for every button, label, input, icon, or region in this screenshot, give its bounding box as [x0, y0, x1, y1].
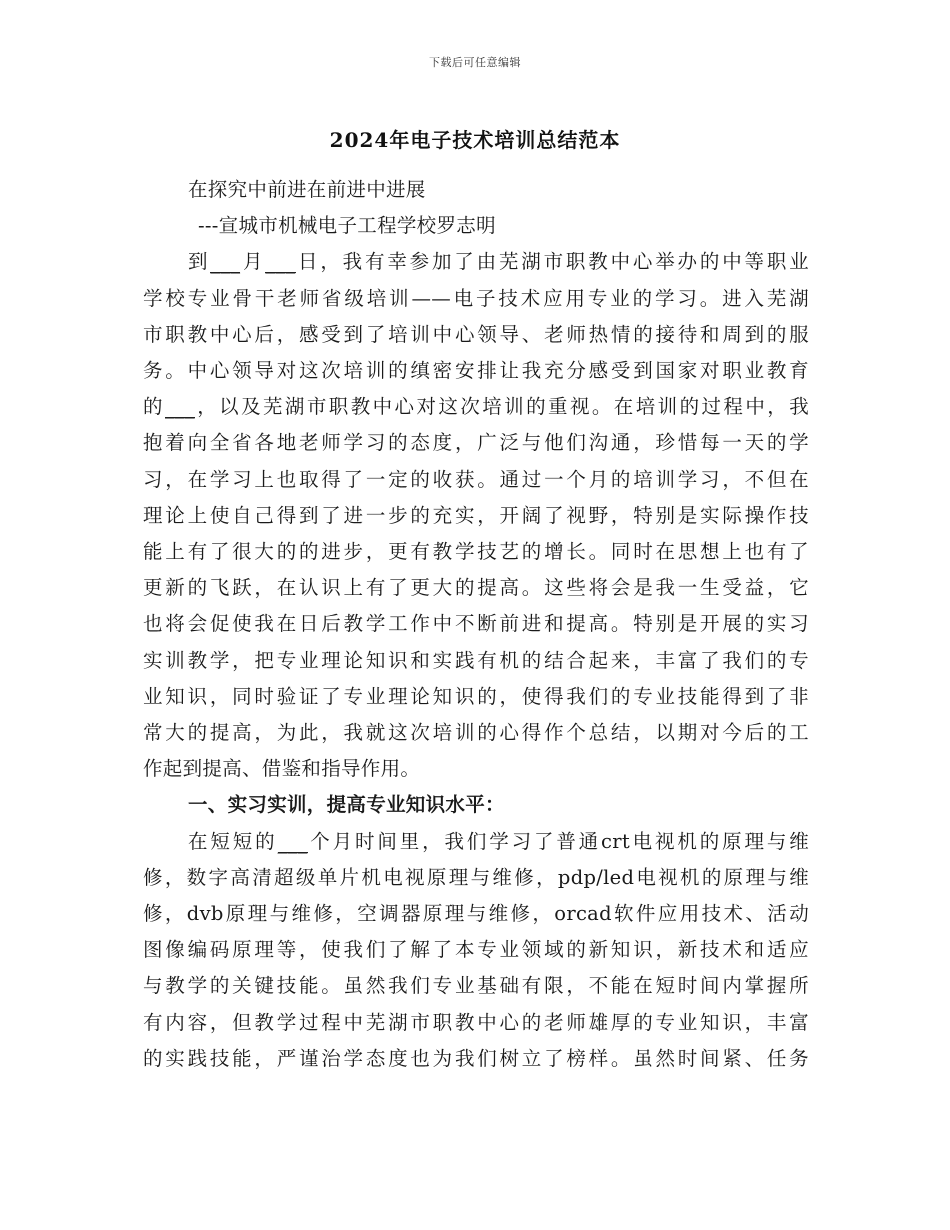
paragraph-line: 修，数字高清超级单片机电视原理与维修，pdp/led电视机的原理与维: [143, 865, 809, 889]
paragraph-line: 务。中心领导对这次培训的缜密安排让我充分感受到国家对职业教育: [143, 359, 809, 383]
section-heading: 一、实习实训，提高专业知识水平：: [188, 793, 505, 817]
paragraph-line: 常大的提高，为此，我就这次培训的心得作个总结，以期对今后的工: [143, 721, 809, 745]
paragraph-line: 抱着向全省各地老师学习的态度，广泛与他们沟通，珍惜每一天的学: [143, 431, 809, 455]
paragraph-line: 实训教学，把专业理论知识和实践有机的结合起来，丰富了我们的专: [143, 648, 809, 672]
paragraph-line: 习，在学习上也取得了一定的收获。通过一个月的培训学习，不但在: [143, 467, 809, 491]
page-header-note: 下载后可任意编辑: [429, 56, 521, 69]
paragraph-line: 学校专业骨干老师省级培训——电子技术应用专业的学习。进入芜湖: [143, 286, 809, 310]
paragraph-line: 图像编码原理等，使我们了解了本专业领域的新知识，新技术和适应: [143, 938, 809, 962]
paragraph-line: 到___月___日，我有幸参加了由芜湖市职教中心举办的中等职业: [188, 250, 809, 275]
document-body: [143, 172, 809, 1077]
blank-underline: ___: [210, 251, 241, 275]
paragraph-line: 修，dvb原理与维修，空调器原理与维修，orcad软件应用技术、活动: [143, 902, 809, 926]
paragraph-section1: [143, 824, 809, 1077]
paragraph-line: 的实践技能，严谨治学态度也为我们树立了榜样。虽然时间紧、任务: [143, 1046, 809, 1070]
document-title: 2024年电子技术培训总结范本: [329, 128, 621, 152]
paragraph-line: 市职教中心后，感受到了培训中心领导、老师热情的接待和周到的服: [143, 322, 809, 346]
paragraph-line: 能上有了很大的的进步，更有教学技艺的增长。同时在思想上也有了: [143, 540, 809, 564]
paragraph-intro: [143, 244, 809, 787]
paragraph-line: 业知识，同时验证了专业理论知识的，使得我们的专业技能得到了非: [143, 684, 809, 708]
author-line: ---宣城市机械电子工程学校罗志明: [198, 214, 496, 238]
document-subtitle: 在探究中前进在前进中进展: [188, 178, 426, 201]
blank-underline: ___: [265, 251, 296, 275]
paragraph-line: 与教学的关键技能。虽然我们专业基础有限，不能在短时间内掌握所: [143, 974, 809, 998]
paragraph-line: 作起到提高、借鉴和指导作用。: [143, 757, 421, 781]
paragraph-line: 有内容，但教学过程中芜湖市职教中心的老师雄厚的专业知识，丰富: [143, 1010, 809, 1034]
paragraph-line: 理论上使自己得到了进一步的充实，开阔了视野，特别是实际操作技: [143, 503, 809, 527]
paragraph-line: 更新的飞跃，在认识上有了更大的提高。这些将会是我一生受益，它: [143, 576, 809, 600]
blank-underline: ___: [277, 830, 308, 854]
paragraph-line: 在短短的___个月时间里，我们学习了普通crt电视机的原理与维: [188, 829, 810, 854]
blank-underline: ___: [164, 396, 196, 420]
paragraph-line: 也将会促使我在日后教学工作中不断前进和提高。特别是开展的实习: [143, 612, 809, 636]
paragraph-line: 的___，以及芜湖市职教中心对这次培训的重视。在培训的过程中，我: [143, 395, 809, 420]
